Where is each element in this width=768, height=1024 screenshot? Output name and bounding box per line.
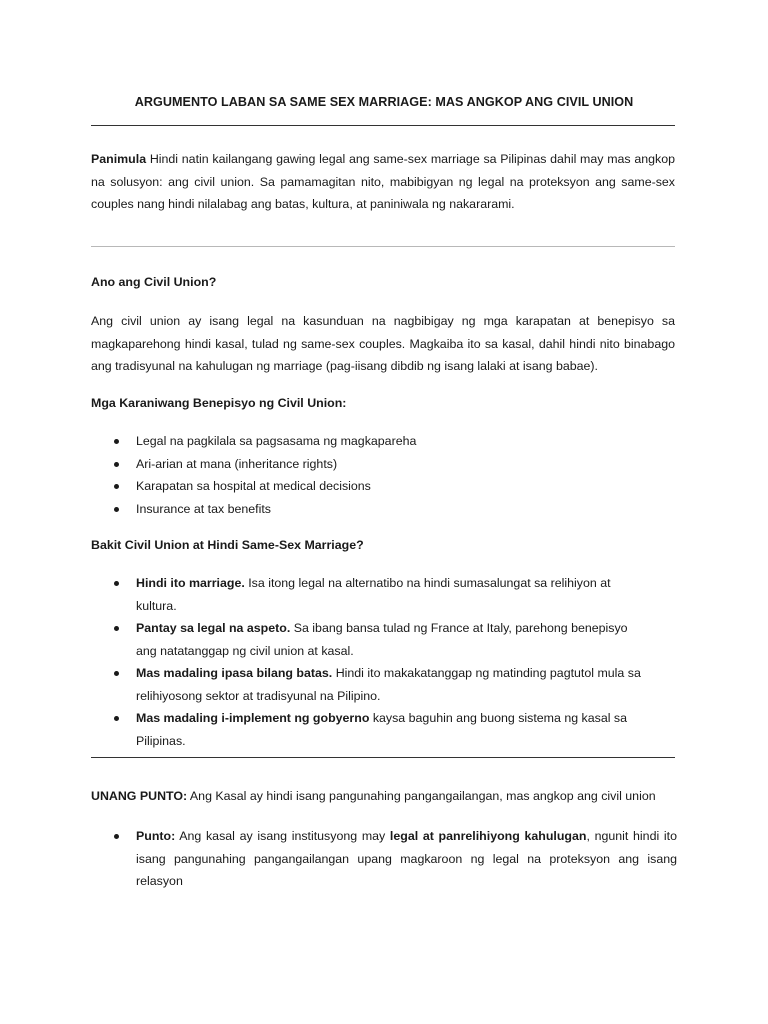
benefits-heading: Mga Karaniwang Benepisyo ng Civil Union: [91, 396, 347, 410]
list-item: Punto: Ang kasal ay isang institusyong may legal at panrelihiyong kahulugan, ngunit hindi ito isang pangunahing pangangailangan upang magkaroon ng legal na proteksyon ang isang relasyon [91, 825, 677, 893]
first-point-line [91, 785, 675, 808]
intro-text: Hindi natin kailangang gawing legal ang same-sex marriage sa Pilipinas dahil may mas angkop na solusyon: ang civil union. Sa pamamagitan nito, mabibigyan ng legal na proteksyon ang same-sex couples nang hindi nilalabag ang batas, kultura, at paniniwala ng nakararami. [91, 152, 675, 211]
list-item: Insurance at tax benefits [91, 498, 677, 521]
bullet-icon [114, 462, 119, 467]
bullet-icon [114, 439, 119, 444]
first-point-text: Ang Kasal ay hindi isang pangunahing pangangailangan, mas angkop ang civil union [187, 789, 656, 803]
first-point-label: UNANG PUNTO: [91, 789, 188, 803]
intro-divider [91, 246, 675, 247]
bullet-icon [114, 484, 119, 489]
list-item: Ari-arian at mana (inheritance rights) [91, 453, 677, 476]
list-item: Legal na pagkilala sa pagsasama ng magkapareha [91, 430, 677, 453]
section-divider [91, 757, 675, 758]
bullet-icon [114, 671, 119, 676]
civil-union-heading: Ano ang Civil Union? [91, 275, 217, 289]
intro-label: Panimula [91, 152, 147, 166]
first-point-list [91, 825, 677, 893]
reasons-heading: Bakit Civil Union at Hindi Same-Sex Marriage? [91, 538, 364, 552]
bullet-icon [114, 581, 119, 586]
bullet-icon [114, 716, 119, 721]
title-divider [91, 125, 675, 126]
bullet-icon [114, 834, 119, 839]
benefits-list [91, 430, 677, 520]
list-item: Karapatan sa hospital at medical decisions [91, 475, 677, 498]
list-item: Pantay sa legal na aspeto. Sa ibang bansa tulad ng France at Italy, parehong benepisyo ang natatanggap ng civil union at kasal. [91, 617, 677, 662]
reasons-list [91, 572, 677, 752]
bullet-icon [114, 626, 119, 631]
document-title: ARGUMENTO LABAN SA SAME SEX MARRIAGE: MAS ANGKOP ANG CIVIL UNION [134, 95, 634, 109]
list-item: Hindi ito marriage. Isa itong legal na alternatibo na hindi sumasalungat sa relihiyon at kultura. [91, 572, 677, 617]
bullet-icon [114, 507, 119, 512]
intro-paragraph [91, 148, 675, 216]
civil-union-paragraph: Ang civil union ay isang legal na kasunduan na nagbibigay ng mga karapatan at benepisyo sa magkaparehong hindi kasal, tulad ng same-sex couples. Magkaiba ito sa kasal, dahil hindi nito binabago ang tradisyunal na kahulugan ng marriage (pag-iisang dibdib ng isang lalaki at isang babae). [91, 314, 675, 373]
list-item: Mas madaling ipasa bilang batas. Hindi ito makakatanggap ng matinding pagtutol mula sa relihiyosong sektor at tradisyunal na Pilipino. [91, 662, 677, 707]
list-item: Mas madaling i-implement ng gobyerno kaysa baguhin ang buong sistema ng kasal sa Pilipinas. [91, 707, 677, 752]
